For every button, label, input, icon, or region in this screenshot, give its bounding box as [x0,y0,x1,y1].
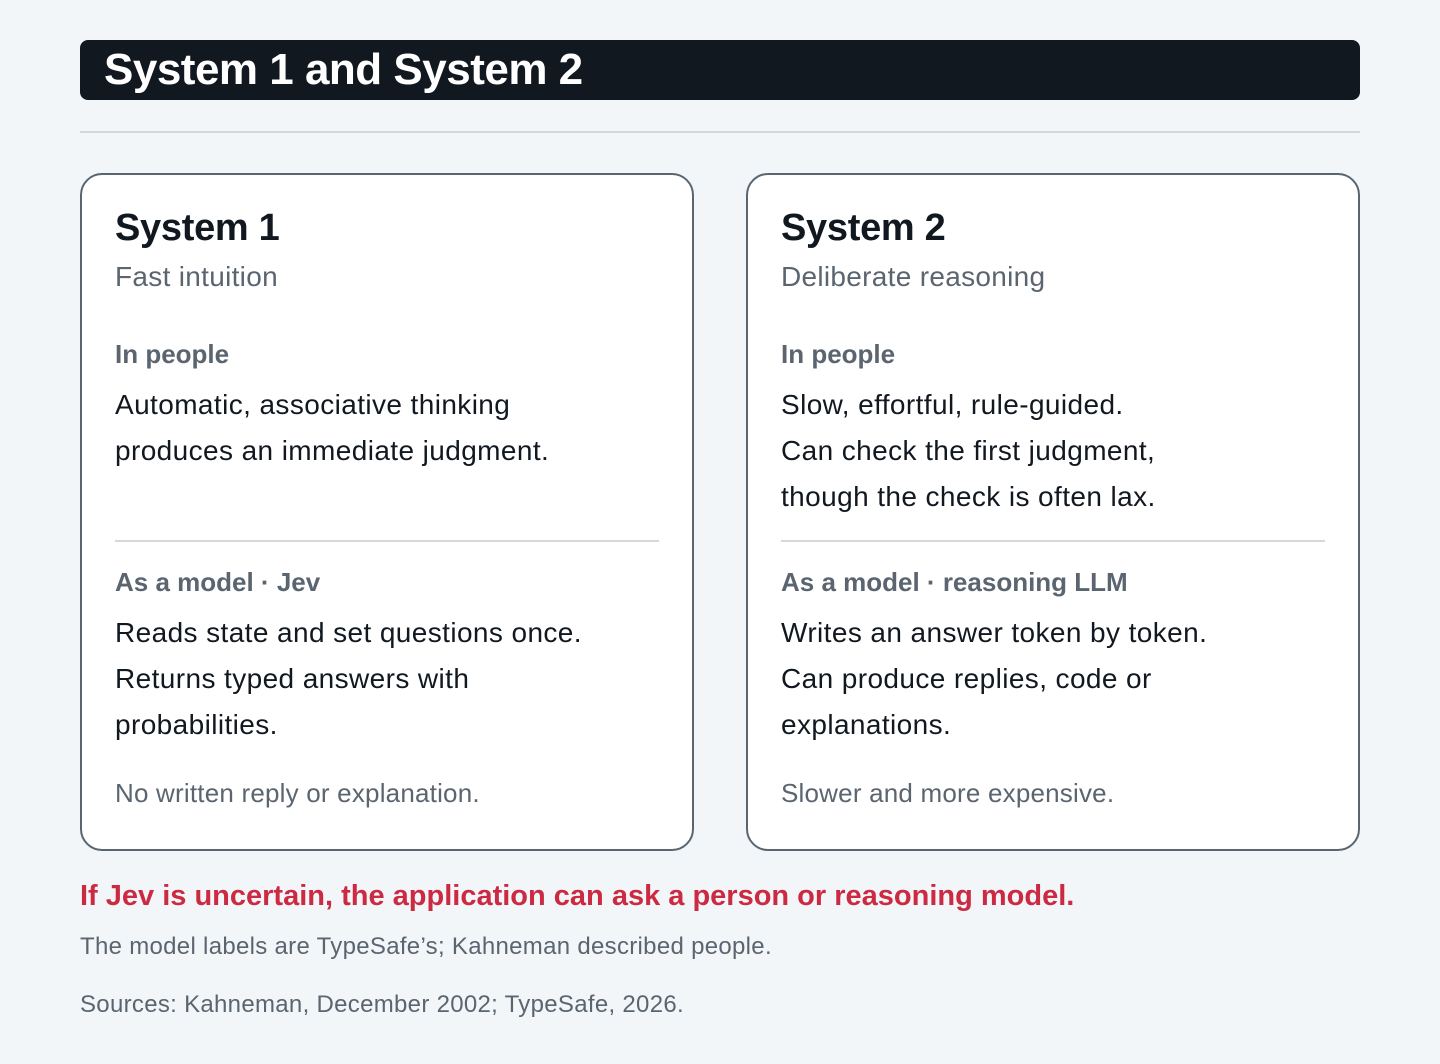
card-subtitle: Deliberate reasoning [781,261,1046,292]
as-model-text [781,610,1325,748]
as-model-label: As a model · reasoning LLM [781,567,1128,597]
card-subtitle: Fast intuition [115,261,278,292]
in-people-text [781,382,1325,520]
card-title: System 2 [781,207,946,249]
in-people-label: In people [781,339,896,369]
as-model-text [115,610,659,748]
text-line: Writes an answer token by token. [781,617,1208,648]
in-people-label: In people [115,339,230,369]
header-divider [80,131,1360,133]
title-bar [80,40,1360,100]
text-line: produces an immediate judgment. [115,435,550,466]
card-title: System 1 [115,207,280,249]
text-line: Can check the first judgment, [781,435,1156,466]
text-line: explanations. [781,709,952,740]
text-line: Slow, effortful, rule-guided. [781,389,1124,420]
in-people-text [115,382,659,474]
card-note: Slower and more expensive. [781,778,1115,808]
text-line: Returns typed answers with [115,663,470,694]
text-line: Automatic, associative thinking [115,389,511,420]
page-title: System 1 and System 2 [104,45,583,94]
footnote: The model labels are TypeSafe’s; Kahneman described people. [80,933,772,960]
system-1-card [80,173,694,851]
text-line: probabilities. [115,709,278,740]
text-line: though the check is often lax. [781,481,1156,512]
section-divider [115,540,659,542]
system-2-card [746,173,1360,851]
text-line: Can produce replies, code or [781,663,1152,694]
text-line: Reads state and set questions once. [115,617,582,648]
callout-text: If Jev is uncertain, the application can ask a person or reasoning model. [80,880,1075,912]
as-model-label: As a model · Jev [115,567,321,597]
sources: Sources: Kahneman, December 2002; TypeSafe, 2026. [80,991,684,1018]
section-divider [781,540,1325,542]
card-note: No written reply or explanation. [115,778,480,808]
